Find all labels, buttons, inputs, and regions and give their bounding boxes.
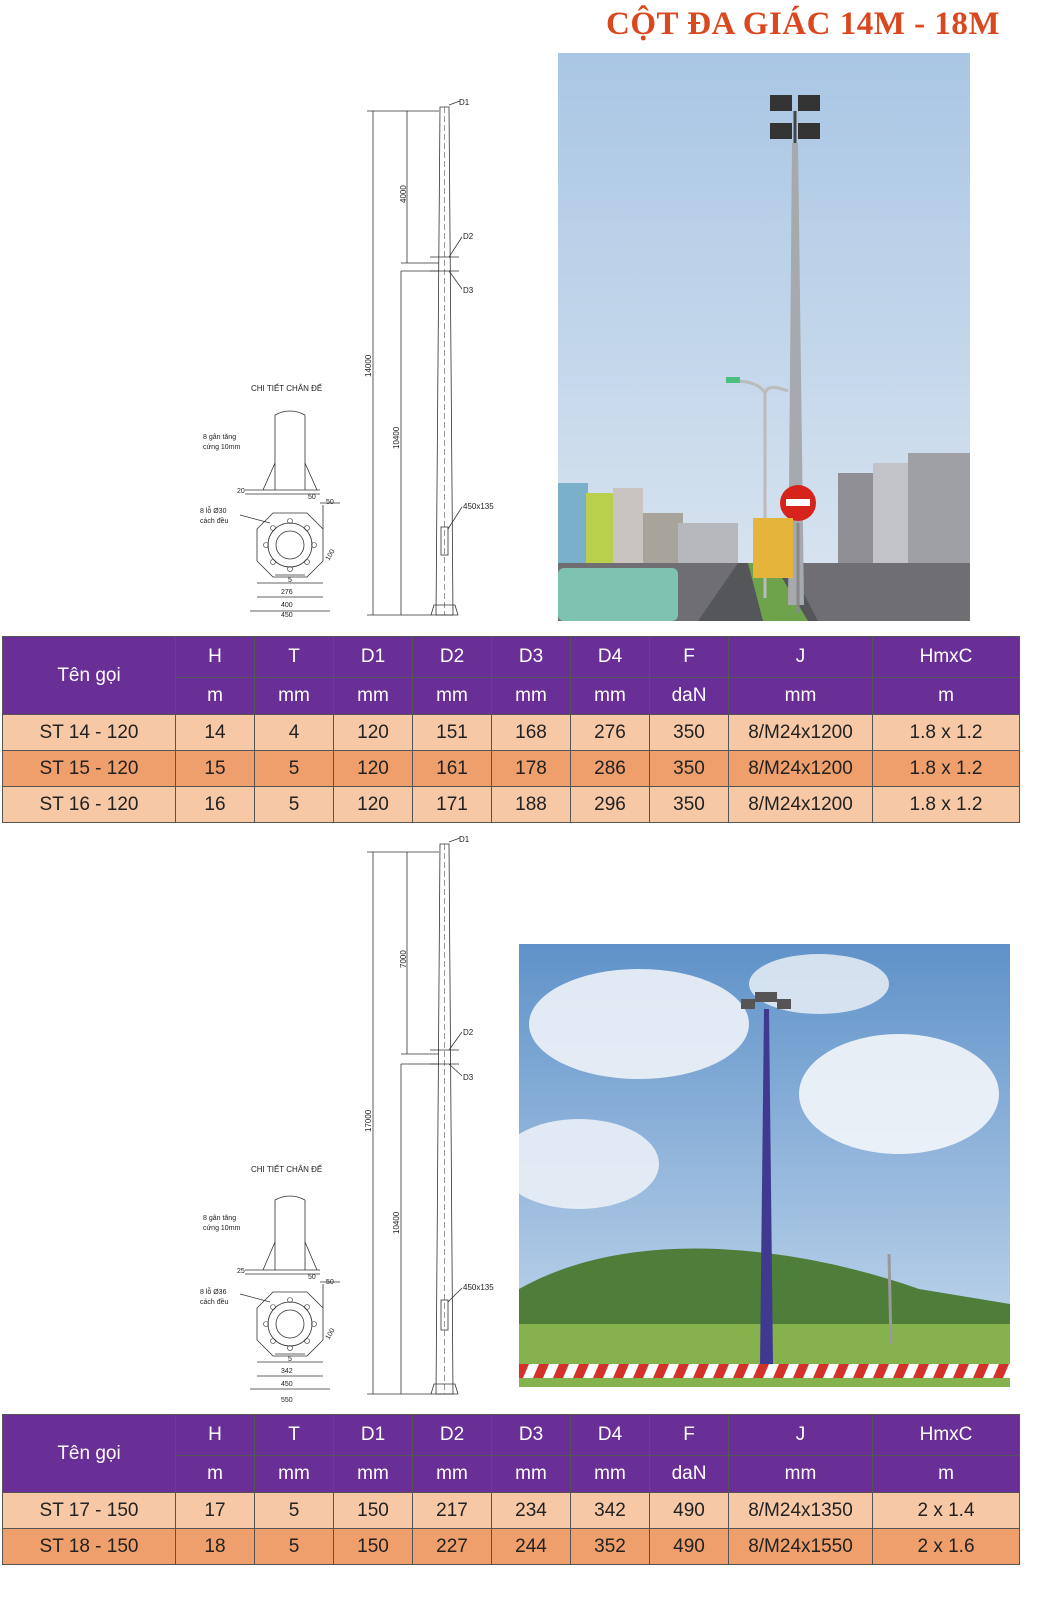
header-name: Tên gọi [3, 637, 176, 715]
cell-d4: 342 [571, 1493, 650, 1529]
dim-450: 450 [281, 1381, 293, 1388]
dim-342: 342 [281, 1368, 293, 1375]
unit-f: daN [650, 1456, 729, 1493]
street-pole-photo [558, 53, 970, 621]
spec-table-17-18m [2, 1414, 1020, 1565]
hole-note-1: 8 lỗ Ø36 [200, 1289, 227, 1296]
dim-total: 17000 [364, 1109, 373, 1132]
hole-note-2: cách đều [200, 518, 229, 525]
header-f: F [650, 1415, 729, 1456]
rib-note-1: 8 gân tăng [203, 1215, 237, 1222]
header-d3: D3 [492, 637, 571, 678]
label-d1: D1 [459, 835, 470, 844]
cell-d4: 296 [571, 787, 650, 823]
header-f: F [650, 637, 729, 678]
high-mast-photo [519, 944, 1010, 1387]
header-t: T [255, 1415, 334, 1456]
header-d4: D4 [571, 637, 650, 678]
cell-d4: 286 [571, 751, 650, 787]
dim-bottom: 10400 [392, 426, 401, 449]
header-hmxc: HmxC [873, 637, 1020, 678]
cell-j: 8/M24x1200 [729, 715, 873, 751]
cell-d3: 234 [492, 1493, 571, 1529]
header-d1: D1 [334, 1415, 413, 1456]
cell-t: 4 [255, 715, 334, 751]
spec-table-14-16m [2, 636, 1020, 823]
dim-450: 450 [281, 612, 293, 619]
header-d1: D1 [334, 637, 413, 678]
cell-d3: 244 [492, 1529, 571, 1565]
base-caption: CHI TIẾT CHÂN ĐẾ [251, 1165, 323, 1174]
cell-j: 8/M24x1350 [729, 1493, 873, 1529]
cell-d3: 188 [492, 787, 571, 823]
unit-t: mm [255, 678, 334, 715]
header-t: T [255, 637, 334, 678]
rib-note-2: cứng 10mm [203, 1225, 241, 1232]
dim-5: 5 [288, 1356, 292, 1363]
dim-50-a: 50 [308, 494, 316, 501]
unit-hmxc: m [873, 1456, 1020, 1493]
cell-t: 5 [255, 751, 334, 787]
cell-t: 5 [255, 1493, 334, 1529]
unit-j: mm [729, 1456, 873, 1493]
cell-d2: 151 [413, 715, 492, 751]
cell-d3: 178 [492, 751, 571, 787]
table-row [3, 715, 1020, 751]
hole-note-1: 8 lỗ Ø30 [200, 508, 227, 515]
cell-t: 5 [255, 1529, 334, 1565]
unit-h: m [176, 678, 255, 715]
label-d1: D1 [459, 98, 470, 107]
header-j: J [729, 637, 873, 678]
cell-f: 490 [650, 1493, 729, 1529]
cell-f: 350 [650, 715, 729, 751]
cell-d4: 276 [571, 715, 650, 751]
cell-name: ST 17 - 150 [3, 1493, 176, 1529]
pole-drawing-14m [195, 95, 525, 635]
page-title: CỘT ĐA GIÁC 14M - 18M [606, 6, 1000, 42]
header-j: J [729, 1415, 873, 1456]
cell-name: ST 18 - 150 [3, 1529, 176, 1565]
pole-drawing-17m [195, 832, 525, 1407]
unit-d1: mm [334, 1456, 413, 1493]
cell-name: ST 16 - 120 [3, 787, 176, 823]
label-d3: D3 [463, 1073, 474, 1082]
cell-j: 8/M24x1550 [729, 1529, 873, 1565]
unit-d2: mm [413, 678, 492, 715]
header-d2: D2 [413, 1415, 492, 1456]
rib-size: 20 [237, 488, 245, 495]
header-h: H [176, 1415, 255, 1456]
base-caption: CHI TIẾT CHÂN ĐẾ [251, 384, 323, 393]
cell-j: 8/M24x1200 [729, 751, 873, 787]
dim-top: 4000 [399, 185, 408, 203]
cell-j: 8/M24x1200 [729, 787, 873, 823]
dim-100: 100 [324, 1327, 337, 1341]
header-d2: D2 [413, 637, 492, 678]
header-d4: D4 [571, 1415, 650, 1456]
cell-h: 17 [176, 1493, 255, 1529]
table-row [3, 751, 1020, 787]
dim-total: 14000 [364, 354, 373, 377]
label-d2: D2 [463, 232, 474, 241]
cell-d1: 120 [334, 787, 413, 823]
unit-h: m [176, 1456, 255, 1493]
dim-5: 5 [288, 577, 292, 584]
rib-note-1: 8 gân tăng [203, 434, 237, 441]
cell-name: ST 15 - 120 [3, 751, 176, 787]
label-door: 450x135 [463, 502, 494, 511]
cell-h: 14 [176, 715, 255, 751]
dim-100: 100 [324, 548, 337, 562]
cell-d3: 168 [492, 715, 571, 751]
cell-name: ST 14 - 120 [3, 715, 176, 751]
cell-h: 16 [176, 787, 255, 823]
unit-d4: mm [571, 678, 650, 715]
unit-j: mm [729, 678, 873, 715]
unit-d3: mm [492, 678, 571, 715]
cell-f: 350 [650, 751, 729, 787]
cell-d2: 227 [413, 1529, 492, 1565]
unit-d1: mm [334, 678, 413, 715]
header-d3: D3 [492, 1415, 571, 1456]
unit-d3: mm [492, 1456, 571, 1493]
cell-d1: 150 [334, 1493, 413, 1529]
dim-276: 276 [281, 589, 293, 596]
dim-400: 400 [281, 602, 293, 609]
unit-d2: mm [413, 1456, 492, 1493]
header-h: H [176, 637, 255, 678]
cell-hmxc: 2 x 1.6 [873, 1529, 1020, 1565]
cell-d2: 161 [413, 751, 492, 787]
cell-f: 350 [650, 787, 729, 823]
cell-h: 15 [176, 751, 255, 787]
dim-top: 7000 [399, 950, 408, 968]
table-row [3, 787, 1020, 823]
unit-t: mm [255, 1456, 334, 1493]
dim-50-b: 50 [326, 499, 334, 506]
cell-t: 5 [255, 787, 334, 823]
cell-hmxc: 1.8 x 1.2 [873, 787, 1020, 823]
cell-f: 490 [650, 1529, 729, 1565]
dim-bottom: 10400 [392, 1211, 401, 1234]
label-d2: D2 [463, 1028, 474, 1037]
header-hmxc: HmxC [873, 1415, 1020, 1456]
cell-d2: 171 [413, 787, 492, 823]
unit-d4: mm [571, 1456, 650, 1493]
cell-h: 18 [176, 1529, 255, 1565]
label-door: 450x135 [463, 1283, 494, 1292]
cell-hmxc: 2 x 1.4 [873, 1493, 1020, 1529]
cell-d4: 352 [571, 1529, 650, 1565]
table-row [3, 1529, 1020, 1565]
unit-hmxc: m [873, 678, 1020, 715]
dim-50-b: 50 [326, 1279, 334, 1286]
dim-550: 550 [281, 1397, 293, 1404]
hole-note-2: cách đều [200, 1299, 229, 1306]
header-name: Tên gọi [3, 1415, 176, 1493]
cell-hmxc: 1.8 x 1.2 [873, 751, 1020, 787]
rib-size: 25 [237, 1268, 245, 1275]
rib-note-2: cứng 10mm [203, 444, 241, 451]
cell-hmxc: 1.8 x 1.2 [873, 715, 1020, 751]
dim-50-a: 50 [308, 1274, 316, 1281]
cell-d1: 120 [334, 715, 413, 751]
cell-d1: 120 [334, 751, 413, 787]
unit-f: daN [650, 678, 729, 715]
label-d3: D3 [463, 286, 474, 295]
cell-d2: 217 [413, 1493, 492, 1529]
cell-d1: 150 [334, 1529, 413, 1565]
table-row [3, 1493, 1020, 1529]
